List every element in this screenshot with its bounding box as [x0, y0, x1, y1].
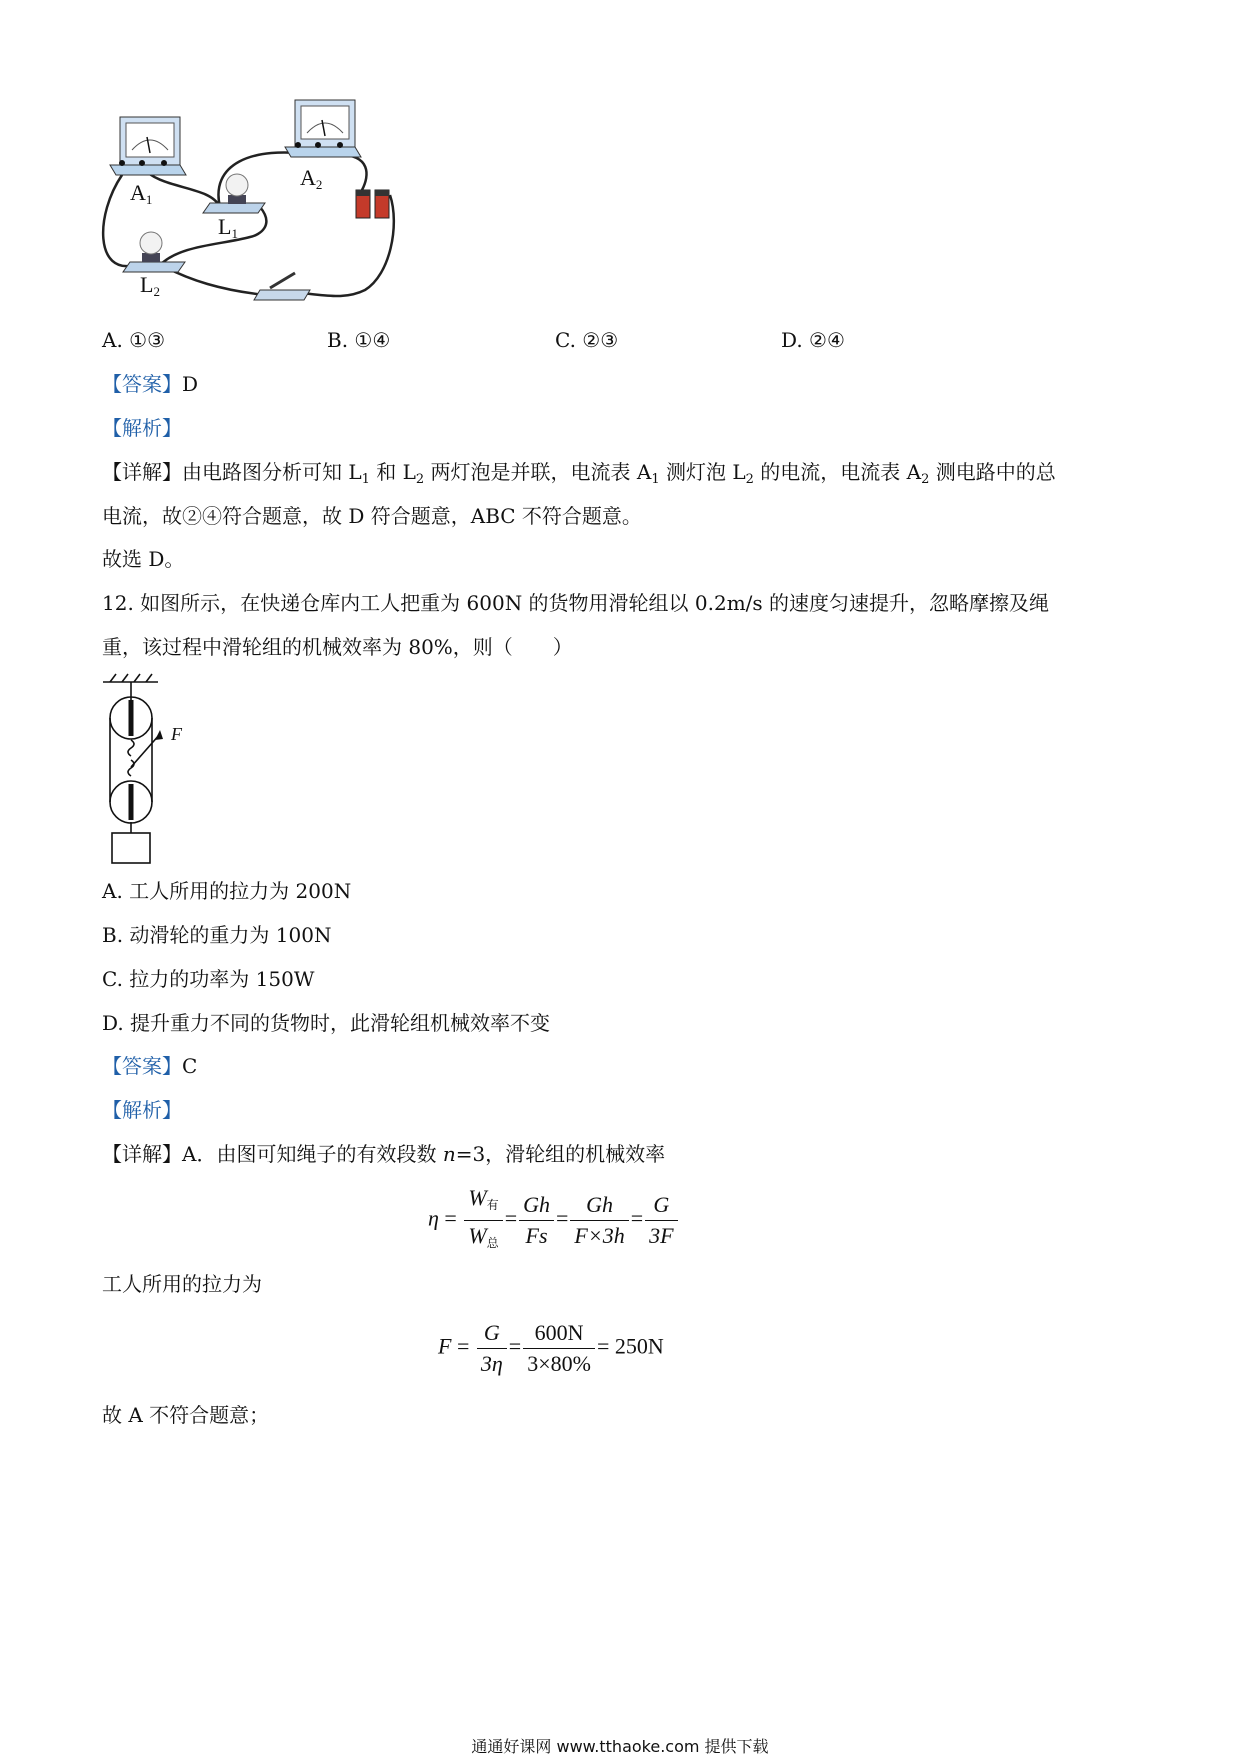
answer-value: C: [182, 1054, 198, 1078]
answer-value: D: [182, 372, 199, 396]
variable-n: n: [442, 1142, 456, 1166]
label-a1: $A_1$: [130, 180, 153, 207]
denominator: F×3h: [574, 1223, 625, 1248]
numerator: G: [645, 1190, 677, 1221]
force-equation: [438, 1318, 664, 1379]
equals-sign: =: [456, 1333, 470, 1359]
q12-answer: [102, 1056, 197, 1076]
equals-sign: =: [508, 1333, 522, 1359]
numerator: Gh: [519, 1190, 554, 1221]
equals-sign: =: [596, 1333, 610, 1359]
detail-text: 和 L: [369, 460, 416, 484]
detail-tag: 【详解】: [102, 460, 182, 484]
equals-sign: =: [504, 1205, 518, 1231]
wire: [340, 155, 367, 190]
q11-option-c: C. ②③: [555, 328, 619, 352]
numerator: Gh: [570, 1190, 628, 1221]
fraction-g-3eta: [477, 1318, 507, 1379]
result-value: 250N: [614, 1333, 664, 1359]
fraction-g-3f: [645, 1190, 677, 1251]
q12-option-a: A. 工人所用的拉力为 200N: [102, 879, 352, 903]
numerator: 600N: [523, 1318, 595, 1349]
load-box: [112, 833, 150, 863]
force-arrow: [155, 730, 163, 740]
detail-text: 测电路中的总: [929, 460, 1056, 484]
subscript-useful: 有: [486, 1198, 499, 1212]
switch: [254, 273, 310, 300]
detail-text: 两灯泡是并联，电流表 A: [424, 460, 652, 484]
bulb-l1: [203, 174, 265, 213]
q11-conclusion: 故选 D。: [102, 547, 185, 571]
battery: [356, 190, 389, 218]
detail-tag: 【详解】: [102, 1142, 182, 1166]
subscript: 1: [651, 472, 660, 487]
denominator: 3F: [649, 1223, 674, 1248]
denominator: 3η: [480, 1351, 503, 1376]
fraction-gh-f3h: [570, 1190, 628, 1251]
answer-tag: 【答案】: [102, 1054, 182, 1078]
denominator: Fs: [525, 1223, 548, 1248]
subscript-total: 总: [486, 1236, 499, 1250]
detail-text: 的电流，电流表 A: [753, 460, 922, 484]
q12-detail-a: [102, 1144, 665, 1164]
q11-detail-line2: 电流，故②④符合题意，故 D 符合题意，ABC 不符合题意。: [102, 504, 642, 528]
q11-analysis-tag: 【解析】: [102, 416, 182, 440]
pulley-diagram: [100, 672, 200, 867]
detail-text: =3，滑轮组的机械效率: [455, 1142, 666, 1166]
q12-conclusion-a: 故 A 不符合题意；: [102, 1403, 270, 1427]
subscript: 2: [921, 472, 930, 487]
wire: [160, 207, 266, 265]
subscript: 2: [415, 472, 425, 487]
force-symbol: F: [438, 1333, 452, 1359]
equals-sign: =: [556, 1205, 569, 1231]
q11-option-d: D. ②④: [781, 328, 845, 352]
equals-sign: =: [630, 1205, 644, 1231]
label-a2: $A_2$: [300, 165, 323, 192]
label-l2: $L_2$: [140, 272, 160, 299]
numerator: G: [477, 1318, 507, 1349]
page-footer: 通通好课网 www.tthaoke.com 提供下载: [471, 1737, 769, 1756]
detail-text: 测灯泡 L: [659, 460, 746, 484]
equals-sign: =: [444, 1205, 457, 1231]
bulb-l2: [123, 232, 185, 272]
detail-text: A．由图可知绳子的有效段数: [182, 1142, 443, 1166]
detail-text: 由电路图分析可知 L: [182, 460, 362, 484]
ammeter-a2: [285, 100, 361, 157]
eta-symbol: η: [428, 1205, 439, 1231]
ammeter-a1: [110, 117, 186, 175]
work-symbol: W: [468, 1223, 487, 1248]
answer-tag: 【答案】: [102, 372, 182, 396]
q12-analysis-tag: 【解析】: [102, 1098, 182, 1122]
q11-option-a: A. ①③: [102, 328, 166, 352]
q12-stem-line1: 12. 如图所示，在快递仓库内工人把重为 600N 的货物用滑轮组以 0.2m/s 的速度匀速提升，忽略摩擦及绳: [102, 591, 1050, 615]
denominator: 3×80%: [527, 1351, 591, 1376]
wire: [165, 267, 265, 295]
subscript: 1: [361, 472, 370, 487]
label-l1: $L_1$: [218, 214, 238, 241]
q12-stem-line2: 重，该过程中滑轮组的机械效率为 80%，则（ ）: [102, 635, 573, 659]
efficiency-equation: [428, 1183, 680, 1258]
fraction-600-240: [523, 1318, 595, 1379]
fraction-work: [464, 1183, 502, 1258]
fraction-gh-fs: [519, 1190, 554, 1251]
work-symbol: W: [468, 1185, 487, 1210]
q12-option-d: D. 提升重力不同的货物时，此滑轮组机械效率不变: [102, 1011, 551, 1035]
q12-pull-text: 工人所用的拉力为: [102, 1272, 262, 1296]
q11-answer: [102, 374, 198, 394]
q11-detail-line1: [102, 462, 1056, 486]
force-label: F: [171, 724, 182, 744]
q12-option-b: B. 动滑轮的重力为 100N: [102, 923, 332, 947]
q12-option-c: C. 拉力的功率为 150W: [102, 967, 315, 991]
subscript: 2: [745, 472, 754, 487]
q11-option-b: B. ①④: [327, 328, 391, 352]
